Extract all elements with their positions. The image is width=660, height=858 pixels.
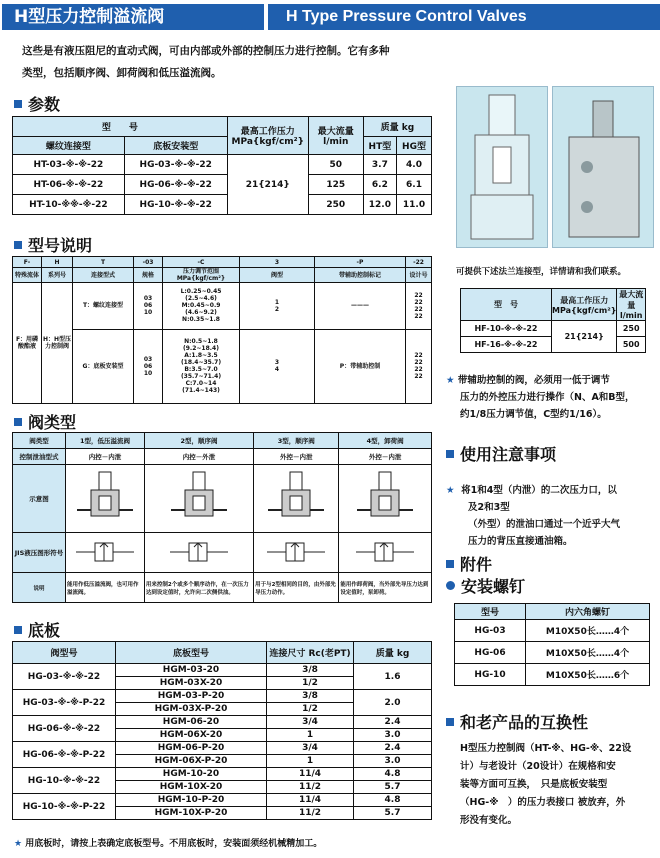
sub-mass: 3.0: [354, 755, 432, 768]
jis-symbol-icon: [164, 537, 234, 567]
aux-desc: P：带辅助控制: [315, 329, 406, 403]
schematic-cell: [254, 465, 339, 533]
sub-conn: 1/2: [267, 703, 354, 716]
type-name: 3型，顺序阀: [254, 433, 339, 449]
aux-note: ★ 带辅助控制的阀，必须用一低于调节 压力的外控压力进行操作（N、A和B型， 约1/8压力调节值，C型约1/16）。: [446, 375, 635, 420]
valve-photo-image: [552, 86, 654, 248]
col-label: 特殊流体: [13, 268, 42, 283]
square-bullet-icon: [446, 560, 454, 568]
valve-types-heading: [14, 410, 76, 433]
usage-note: ★ 将1和4型（内泄）的二次压力口，以 及2和3型 （外型）的泄油口通过一个近乎大气 压力的背压直接通油箱。: [446, 485, 621, 547]
jis-cell: [339, 533, 432, 573]
col-label: 带辅助控制标记: [315, 268, 406, 283]
sub-mass: 4.8: [354, 768, 432, 781]
flange-flow: 500: [617, 337, 646, 353]
sub-model: HGM-10-P-20: [116, 794, 267, 807]
square-bullet-icon: [446, 450, 454, 458]
params-cell: 4.0: [397, 155, 432, 175]
square-bullet-icon: [14, 241, 22, 249]
range-list-1: L:0.25~0.45 (2.5~4.6) M:0.45~0.9 (4.6~9.2) N:0.35~1.8: [163, 283, 240, 330]
params-h-mass: 质量 kg: [363, 117, 431, 137]
intro-text: [22, 40, 442, 84]
flange-h-model: 型 号: [461, 289, 552, 321]
square-bullet-icon: [14, 418, 22, 426]
params-cell: HT-10-※※-※-22: [13, 195, 125, 215]
sub-conn: 1/2: [267, 677, 354, 690]
ctrl-type: 外控－内泄: [339, 449, 432, 465]
type-name: 2型，顺序阀: [144, 433, 253, 449]
page-title-en: H Type Pressure Control Valves: [268, 4, 660, 30]
flange-model: HF-16-※-※-22: [461, 337, 552, 353]
compat-heading: [446, 710, 588, 733]
model-table: [12, 256, 432, 404]
sub-valve: HG-10-※-※-P-22: [13, 794, 116, 820]
col-label: 设计号: [406, 268, 432, 283]
sub-model: HGM-06-P-20: [116, 742, 267, 755]
sub-model: HGM-03X-P-20: [116, 703, 267, 716]
params-h-flow: 最大流量 l/min: [308, 117, 363, 155]
type-desc: 能用作卸荷阀，当外部先导压力达到设定值时，泵卸荷。: [339, 573, 432, 603]
sub-model: HGM-10X-P-20: [116, 807, 267, 820]
valve-schematic-icon: [266, 470, 326, 526]
subplate-heading: [14, 618, 60, 641]
screw-table: [454, 603, 650, 686]
sub-model: HGM-10-20: [116, 768, 267, 781]
usage-heading-text: 使用注意事项: [460, 445, 557, 464]
sub-h-conn: 连接尺寸 Rc(老PT): [267, 642, 354, 664]
sub-model: HGM-06X-20: [116, 729, 267, 742]
sub-mass: 5.7: [354, 781, 432, 794]
params-cell: HG-06-※-※-22: [124, 175, 227, 195]
sub-conn: 3/4: [267, 716, 354, 729]
square-bullet-icon: [14, 626, 22, 634]
series-desc: H：H型压力控制阀: [42, 283, 73, 404]
size-list: 03 06 10: [134, 283, 163, 330]
ctrl-type: 内控－内泄: [66, 449, 145, 465]
col-label: 连接型式: [73, 268, 134, 283]
subplate-table: [12, 641, 432, 820]
params-h-sub: 底板安装型: [124, 137, 227, 155]
screw-heading-text: 安装螺钉: [461, 577, 526, 596]
subplate-heading-text: 底板: [28, 621, 61, 640]
valve-schematic-icon: [75, 470, 135, 526]
row-label: 阀类型: [13, 433, 66, 449]
params-cell: 250: [308, 195, 363, 215]
sub-h-sub: 底板型号: [116, 642, 267, 664]
star-icon: ★: [446, 375, 455, 386]
t-type-desc: T：螺纹连接型: [73, 283, 134, 330]
params-h-model: 型 号: [13, 117, 228, 137]
col-label: 压力调节范围 MPa{kgf/cm²}: [163, 268, 240, 283]
model-heading: [14, 233, 92, 256]
star-icon: ★: [14, 839, 23, 849]
code: H: [42, 257, 73, 268]
usage-heading: [446, 442, 556, 465]
sub-conn: 3/8: [267, 664, 354, 677]
screw-model: HG-06: [455, 642, 526, 664]
page-title-cn: H型压力控制溢流阀: [2, 4, 264, 30]
valve-type-list: 1 2: [240, 283, 315, 330]
aux-blank: ———: [315, 283, 406, 330]
sub-conn: 3/4: [267, 742, 354, 755]
params-table: [12, 116, 432, 215]
valve-photo-icon: [553, 87, 653, 247]
row-label: JIS液压图形符号: [13, 533, 66, 573]
jis-symbol-icon: [261, 537, 331, 567]
col-label: 规格: [134, 268, 163, 283]
code: -P: [315, 257, 406, 268]
circle-bullet-icon: [446, 581, 455, 590]
screw-heading: [446, 574, 525, 597]
screw-h-bolt: 内六角螺钉: [526, 604, 650, 620]
sub-h-valve: 阀型号: [13, 642, 116, 664]
params-press: 21{214}: [227, 155, 308, 215]
jis-symbol-icon: [350, 537, 420, 567]
size-list: 03 06 10: [134, 329, 163, 403]
row-label: 说明: [13, 573, 66, 603]
flange-h-press: 最高工作压力 MPa{kgf/cm²}: [552, 289, 617, 321]
screw-model: HG-10: [455, 664, 526, 686]
sub-conn: 1: [267, 755, 354, 768]
schematic-cell: [144, 465, 253, 533]
row-label: 示意图: [13, 465, 66, 533]
design-list: 22 22 22 22: [406, 329, 432, 403]
code: -03: [134, 257, 163, 268]
schematic-cell: [339, 465, 432, 533]
jis-cell: [66, 533, 145, 573]
sub-mass: 2.0: [354, 690, 432, 716]
type-name: 4型，卸荷阀: [339, 433, 432, 449]
code: F-: [13, 257, 42, 268]
range-list-2: N:0.5~1.8 (9.2~18.4) A:1.8~3.5 (18.4~35.7) B:3.5~7.0 (35.7~71.4) C:7.0~14 (71.4~143): [163, 329, 240, 403]
sub-model: HGM-03X-20: [116, 677, 267, 690]
sub-conn: 11/4: [267, 794, 354, 807]
screw-bolt: M10X50长……4个: [526, 620, 650, 642]
sub-valve: HG-03-※-※-22: [13, 664, 116, 690]
screw-bolt: M10X50长……4个: [526, 642, 650, 664]
square-bullet-icon: [446, 718, 454, 726]
flange-press: 21{214}: [552, 321, 617, 353]
code: 3: [240, 257, 315, 268]
params-cell: 11.0: [397, 195, 432, 215]
params-cell: HG-03-※-※-22: [124, 155, 227, 175]
params-cell: HT-03-※-※-22: [13, 155, 125, 175]
ctrl-type: 内控－外泄: [144, 449, 253, 465]
params-cell: HG-10-※-※-22: [124, 195, 227, 215]
flange-h-flow: 最大流量 l/min: [617, 289, 646, 321]
sub-h-mass: 质量 kg: [354, 642, 432, 664]
subplate-note-text: 用底板时，请按上表确定底板型号。不用底板时，安装面须经机械精加工。: [25, 839, 323, 849]
square-bullet-icon: [14, 100, 22, 108]
schematic-cell: [66, 465, 145, 533]
valve-schematic-icon: [355, 470, 415, 526]
screw-model: HG-03: [455, 620, 526, 642]
sub-mass: 2.4: [354, 742, 432, 755]
compat-note: H型压力控制阀（HT-※、HG-※、22设 计）与老设计（20设计）在规格和安 装等方面可互换， 只是底板安装型 （HG-※ ）的压力表接口 被放弃，外 形没有变化。: [460, 743, 632, 826]
type-desc: 用来控制2个或多个顺序动作，在一次压力达到设定值时，允许向二次侧供油。: [144, 573, 253, 603]
intro-line: 这些是有液压阻尼的直动式阀，可由内部或外部的控制压力进行控制。它有多种: [22, 45, 390, 57]
sub-valve: HG-10-※-※-22: [13, 768, 116, 794]
compat-heading-text: 和老产品的互换性: [460, 713, 589, 732]
params-cell: 125: [308, 175, 363, 195]
code: T: [73, 257, 134, 268]
sub-conn: 11/4: [267, 768, 354, 781]
code: -22: [406, 257, 432, 268]
params-h-pipe: 螺纹连接型: [13, 137, 125, 155]
params-heading: [14, 92, 60, 115]
sub-model: HGM-06-20: [116, 716, 267, 729]
model-heading-text: 型号说明: [28, 236, 93, 255]
ctrl-type: 外控－内泄: [254, 449, 339, 465]
sub-valve: HG-06-※-※-P-22: [13, 742, 116, 768]
params-cell: 50: [308, 155, 363, 175]
col-label: 系列号: [42, 268, 73, 283]
screw-bolt: M10X50长……6个: [526, 664, 650, 686]
jis-cell: [254, 533, 339, 573]
valve-types-table: [12, 432, 432, 603]
accessory-heading-text: 附件: [460, 555, 493, 574]
flange-flow: 250: [617, 321, 646, 337]
type-desc: 用于与2型相同的目的，由外部先导压力动作。: [254, 573, 339, 603]
code: -C: [163, 257, 240, 268]
subplate-note: [14, 836, 322, 853]
params-cell: 6.1: [397, 175, 432, 195]
type-name: 1型，低压溢流阀: [66, 433, 145, 449]
params-h-ht: HT型: [363, 137, 396, 155]
valve-schematic-icon: [169, 470, 229, 526]
sub-mass: 1.6: [354, 664, 432, 690]
params-cell: 3.7: [363, 155, 396, 175]
design-list: 22 22 22 22: [406, 283, 432, 330]
sub-valve: HG-06-※-※-22: [13, 716, 116, 742]
type-desc: 能用作低压溢流阀，也可用作溢流阀。: [66, 573, 145, 603]
params-cell: 6.2: [363, 175, 396, 195]
sub-mass: 3.0: [354, 729, 432, 742]
params-cell: 12.0: [363, 195, 396, 215]
valve-cutaway-image: [456, 86, 548, 248]
valve-type-list: 3 4: [240, 329, 315, 403]
fluid-desc: F：用磷酸酯液: [13, 283, 42, 404]
jis-cell: [144, 533, 253, 573]
sub-model: HGM-10X-20: [116, 781, 267, 794]
row-label: 控制泄油型式: [13, 449, 66, 465]
g-type-desc: G：底板安装型: [73, 329, 134, 403]
sub-model: HGM-06X-P-20: [116, 755, 267, 768]
sub-mass: 4.8: [354, 794, 432, 807]
sub-conn: 3/8: [267, 690, 354, 703]
sub-model: HGM-03-P-20: [116, 690, 267, 703]
params-h-hg: HG型: [397, 137, 432, 155]
params-heading-text: 参数: [28, 95, 61, 114]
params-h-press: 最高工作压力 MPa{kgf/cm²}: [227, 117, 308, 155]
sub-conn: 1: [267, 729, 354, 742]
flange-table: [460, 288, 646, 353]
sub-conn: 11/2: [267, 807, 354, 820]
col-label: 阀型: [240, 268, 315, 283]
screw-h-model: 型号: [455, 604, 526, 620]
params-cell: HT-06-※-※-22: [13, 175, 125, 195]
intro-line: 类型，包括顺序阀、卸荷阀和低压溢流阀。: [22, 67, 222, 79]
sub-valve: HG-03-※-※-P-22: [13, 690, 116, 716]
sub-mass: 5.7: [354, 807, 432, 820]
star-icon: ★: [446, 485, 455, 496]
sub-model: HGM-03-20: [116, 664, 267, 677]
accessory-heading: [446, 552, 492, 575]
jis-symbol-icon: [70, 537, 140, 567]
sub-mass: 2.4: [354, 716, 432, 729]
supply-note: 可提供下述法兰连接型，详情请和我们联系。: [456, 267, 627, 277]
flange-model: HF-10-※-※-22: [461, 321, 552, 337]
valve-cutaway-icon: [457, 87, 547, 247]
sub-conn: 11/2: [267, 781, 354, 794]
valve-types-heading-text: 阀类型: [28, 413, 77, 432]
